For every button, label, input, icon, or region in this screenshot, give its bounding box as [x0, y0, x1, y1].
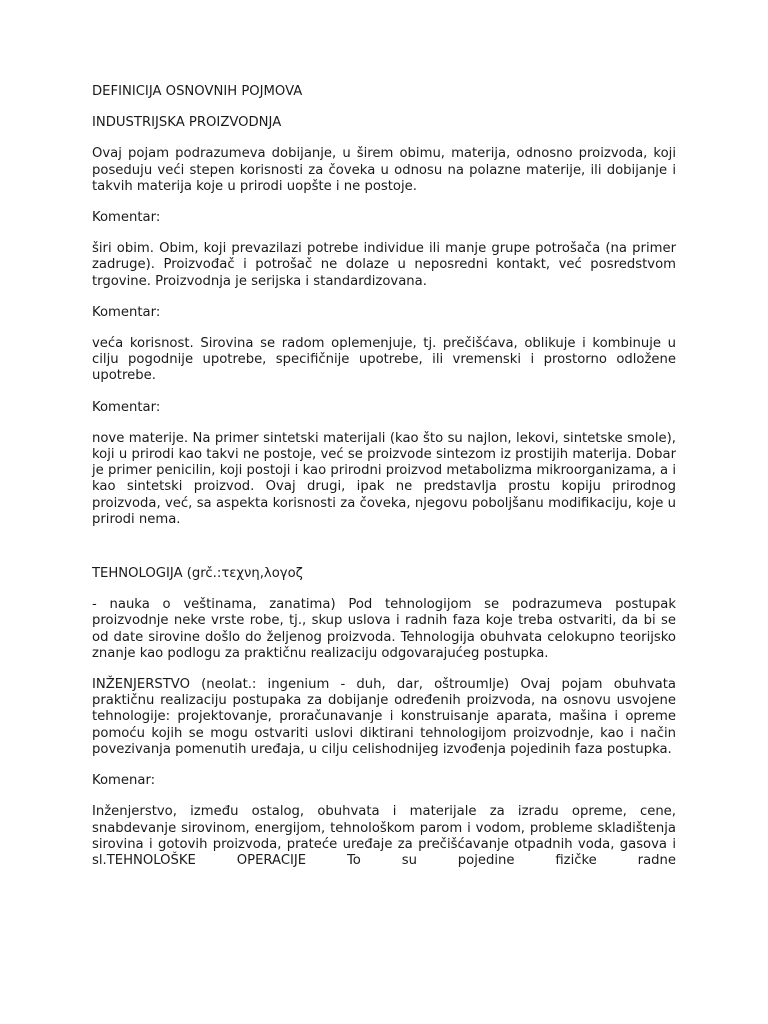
spacer [92, 543, 676, 566]
paragraph: veća korisnost. Sirovina se radom oplemenjuje, tj. prečišćava, oblikuje i kombinuje u cilju pogodnije upotrebe, specifičnije upotrebe, ili vremenski i prostorno odložene upotrebe. [92, 336, 676, 384]
section-heading: TEHNOLOGIJA (grč.:τεχνη,λογοζ [92, 566, 303, 582]
comment-label: Komentar: [92, 210, 161, 226]
section-heading: INDUSTRIJSKA PROIZVODNJA [92, 115, 282, 131]
paragraph: Inženjerstvo, između ostalog, obuhvata i materijale za izradu opreme, cene, snabdevanje sirovinom, energijom, tehnološkom parom i vodom, probleme skladištenja sirovina i gotovih proizvoda, prateće uređaje za prečišćavanje otpadnih voda, gasova i sl.TEHNOLOŠKE OPERACIJE To su pojedine fizičke radne [92, 804, 676, 868]
comment-label: Komentar: [92, 399, 161, 415]
document-body [92, 84, 676, 884]
paragraph: Ovaj pojam podrazumeva dobijanje, u širem obimu, materija, odnosno proizvoda, koji poseduju veći stepen korisnosti za čoveka u odnosu na polazne materije, ili dobijanje i takvih materija koje u prirodi uopšte i ne postoje. [92, 146, 676, 194]
comment-label: Komentar: [92, 304, 161, 320]
paragraph: širi obim. Obim, koji prevazilazi potrebe individue ili manje grupe potrošača (na primer zadruge). Proizvođač i potrošač ne dolaze u neposredni kontakt, već posredstvom trgovine. Proizvodnja je serijska i standardizovana. [92, 241, 676, 289]
paragraph: INŽENJERSTVO (neolat.: ingenium - duh, dar, oštroumlje) Ovaj pojam obuhvata praktičnu realizaciju postupaka za dobijanje određenih proizvoda, na osnovu usvojene tehnologije: projektovanje, proračunavanje i konstruisanje aparata, mašina i opreme pomoću kojih se mogu ostvariti uslovi diktirani tehnologijom proizvodnje, kao i način povezivanja pomenutih uređaja, u cilju celishodnijeg izvođenja pojedinih faza postupka. [92, 677, 676, 757]
paragraph: - nauka o veštinama, zanatima) Pod tehnologijom se podrazumeva postupak proizvodnje neke vrste robe, tj., skup uslova i radnih faza koje treba ostvariti, da bi se od date sirovine došlo do željenog proizvoda. Tehnologija obuhvata celokupno teorijsko znanje kao podlogu za praktičnu realizaciju odgovarajućeg postupka. [92, 597, 676, 661]
paragraph: nove materije. Na primer sintetski materijali (kao što su najlon, lekovi, sintetske smole), koji u prirodi kao takvi ne postoje, već se proizvode sintezom iz prostijih materija. Dobar je primer penicilin, koji postoji i kao prirodni proizvod metabolizma mikroorganizama, a i kao sintetski proizvod. Ovaj drugi, ipak ne predstavlja prostu kopiju prirodnog proizvoda, već, sa aspekta korisnosti za čoveka, njegovu poboljšanu modifikaciju, koje u prirodi nema. [92, 430, 676, 527]
comment-label: Komenar: [92, 773, 156, 789]
document-title: DEFINICIJA OSNOVNIH POJMOVA [92, 84, 303, 99]
